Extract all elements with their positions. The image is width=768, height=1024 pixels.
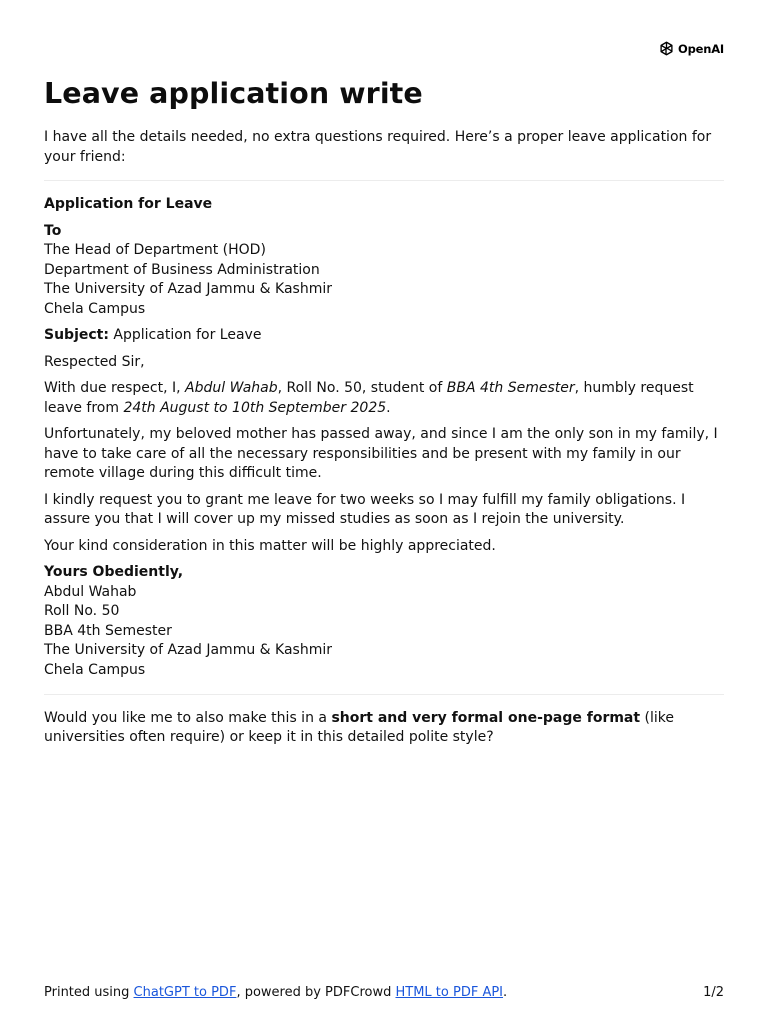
subject-line <box>44 326 724 346</box>
recipient-line: The University of Azad Jammu & Kashmir <box>44 281 332 298</box>
recipient-line: Chela Campus <box>44 300 146 317</box>
letter-paragraph-4: Your kind consideration in this matter will be highly appreciated. <box>44 537 496 554</box>
followup-text: (like universities often require) or keep it in this detailed polite style? <box>44 709 674 746</box>
para-text: , humbly request leave from <box>44 380 694 416</box>
recipient-line: Department of Business Administration <box>44 261 320 278</box>
divider-bottom <box>44 694 724 695</box>
signature-line: Chela Campus <box>44 662 146 679</box>
letter-paragraph-2: Unfortunately, my beloved mother has passed away, and since I am the only son in my family, I have to take care of all the necessary responsibilities and be present with my family in our remote village during this difficult time. <box>44 426 718 482</box>
signature-line: Roll No. 50 <box>44 603 120 620</box>
page-title: Leave application write <box>44 77 423 110</box>
letter-heading: Application for Leave <box>44 196 213 213</box>
footer-text: Printed using <box>44 985 134 1000</box>
signature-line: Abdul Wahab <box>44 583 137 600</box>
signature-line: The University of Azad Jammu & Kashmir <box>44 642 332 659</box>
student-name: Abdul Wahab <box>185 380 278 397</box>
openai-logo-icon <box>658 40 675 57</box>
closing: Yours Obediently, <box>44 564 184 581</box>
chatgpt-to-pdf-link[interactable]: ChatGPT to PDF <box>133 985 237 1000</box>
para-text: . <box>386 399 391 416</box>
followup-emphasis: short and very formal one-page format <box>331 709 641 726</box>
subject-label: Subject: <box>44 327 109 344</box>
recipient-line: The Head of Department (HOD) <box>44 242 266 259</box>
student-program: BBA 4th Semester <box>446 380 575 397</box>
letter-paragraph-3: I kindly request you to grant me leave for two weeks so I may fulfill my family obligations. I assure you that I will cover up my missed studies as soon as I rejoin the university. <box>44 491 686 528</box>
salutation: Respected Sir, <box>44 353 145 370</box>
intro-text: I have all the details needed, no extra questions required. Here’s a proper leave application for your friend: <box>44 129 712 165</box>
brand-header <box>658 40 724 57</box>
page-number: 1/2 <box>703 985 724 1000</box>
subject-text: Application for Leave <box>108 327 262 344</box>
para-text: With due respect, I, <box>44 380 186 397</box>
footer-text: . <box>503 985 508 1000</box>
footer-text: , powered by PDFCrowd <box>236 985 396 1000</box>
divider-top <box>44 180 724 181</box>
leave-dates: 24th August to 10th September 2025 <box>123 399 387 416</box>
signature-line: BBA 4th Semester <box>44 622 172 639</box>
message-content <box>44 128 724 755</box>
recipient-block <box>44 222 724 320</box>
document-page <box>44 0 724 1024</box>
signature-block <box>44 563 724 681</box>
para-text: , Roll No. 50, student of <box>277 380 447 397</box>
followup-question <box>44 709 724 748</box>
brand-name: OpenAI <box>678 41 724 56</box>
html-to-pdf-api-link[interactable]: HTML to PDF API <box>395 985 504 1000</box>
to-label: To <box>44 222 62 239</box>
letter-paragraph-1 <box>44 379 724 418</box>
print-footer <box>44 984 724 1002</box>
followup-text: Would you like me to also make this in a <box>44 709 332 726</box>
